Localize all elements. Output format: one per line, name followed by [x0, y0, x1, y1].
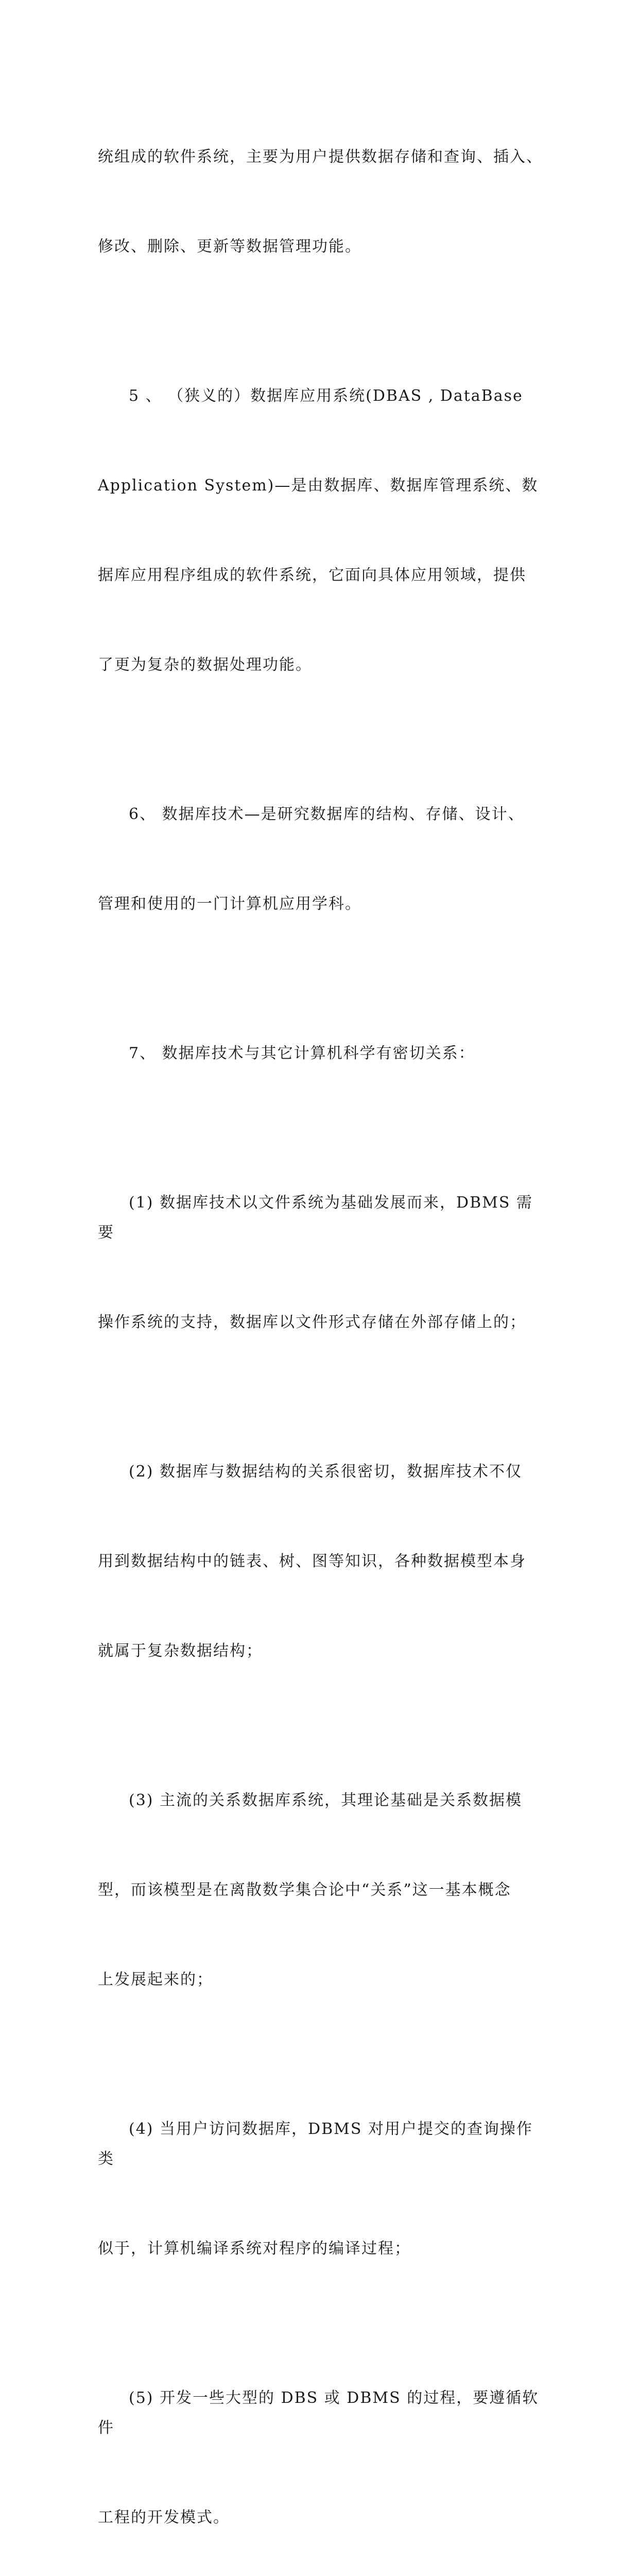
text-line: 管理和使用的一门计算机应用学科。	[98, 895, 361, 913]
text-line: (4) 当用户访问数据库，DBMS 对用户提交的查询操作类	[98, 2120, 533, 2168]
paragraph-database-technology	[98, 740, 546, 979]
text-line: 修改、删除、更新等数据管理功能。	[98, 238, 361, 256]
text-line: Application System)—是由数据库、数据库管理系统、数	[98, 477, 539, 495]
text-line: 用到数据结构中的链表、树、图等知识，各种数据模型本身	[98, 1552, 526, 1570]
text-line: 型，而该模型是在离散数学集合论中“关系”这一基本概念	[98, 1881, 511, 1899]
paragraph-dbas-definition	[98, 321, 546, 740]
text-line: (3) 主流的关系数据库系统，其理论基础是关系数据模	[129, 1791, 523, 1809]
text-line: 操作系统的支持，数据库以文件形式存储在外部存储上的；	[98, 1313, 526, 1331]
text-line: 统组成的软件系统，主要为用户提供数据存储和查询、插入、	[98, 148, 543, 166]
list-item-1	[98, 1128, 546, 1397]
text-line: 6、 数据库技术—是研究数据库的结构、存储、设计、	[129, 805, 525, 823]
text-line: 就属于复杂数据结构；	[98, 1642, 263, 1660]
paragraph-relations-intro	[98, 979, 546, 1128]
text-line: 似于，计算机编译系统对程序的编译过程；	[98, 2240, 411, 2258]
paragraph-dbms-description	[98, 82, 546, 321]
document-body	[98, 82, 546, 2576]
text-line: 7、 数据库技术与其它计算机科学有密切关系：	[129, 1044, 475, 1062]
text-line: (5) 开发一些大型的 DBS 或 DBMS 的过程，要遵循软件	[98, 2389, 539, 2437]
list-item-2	[98, 1397, 546, 1726]
text-line: 了更为复杂的数据处理功能。	[98, 656, 312, 674]
text-line: 据库应用程序组成的软件系统，它面向具体应用领域，提供	[98, 566, 526, 584]
list-item-5	[98, 2324, 546, 2576]
text-line: 5 、 （狭义的）数据库应用系统(DBAS , DataBase	[129, 387, 523, 405]
list-item-3	[98, 1726, 546, 2055]
list-item-4	[98, 2055, 546, 2324]
text-line: (1) 数据库技术以文件系统为基础发展而来，DBMS 需要	[98, 1194, 533, 1242]
text-line: (2) 数据库与数据结构的关系很密切，数据库技术不仅	[129, 1463, 523, 1481]
text-line: 工程的开发模式。	[98, 2509, 230, 2527]
text-line: 上发展起来的；	[98, 1971, 213, 1989]
